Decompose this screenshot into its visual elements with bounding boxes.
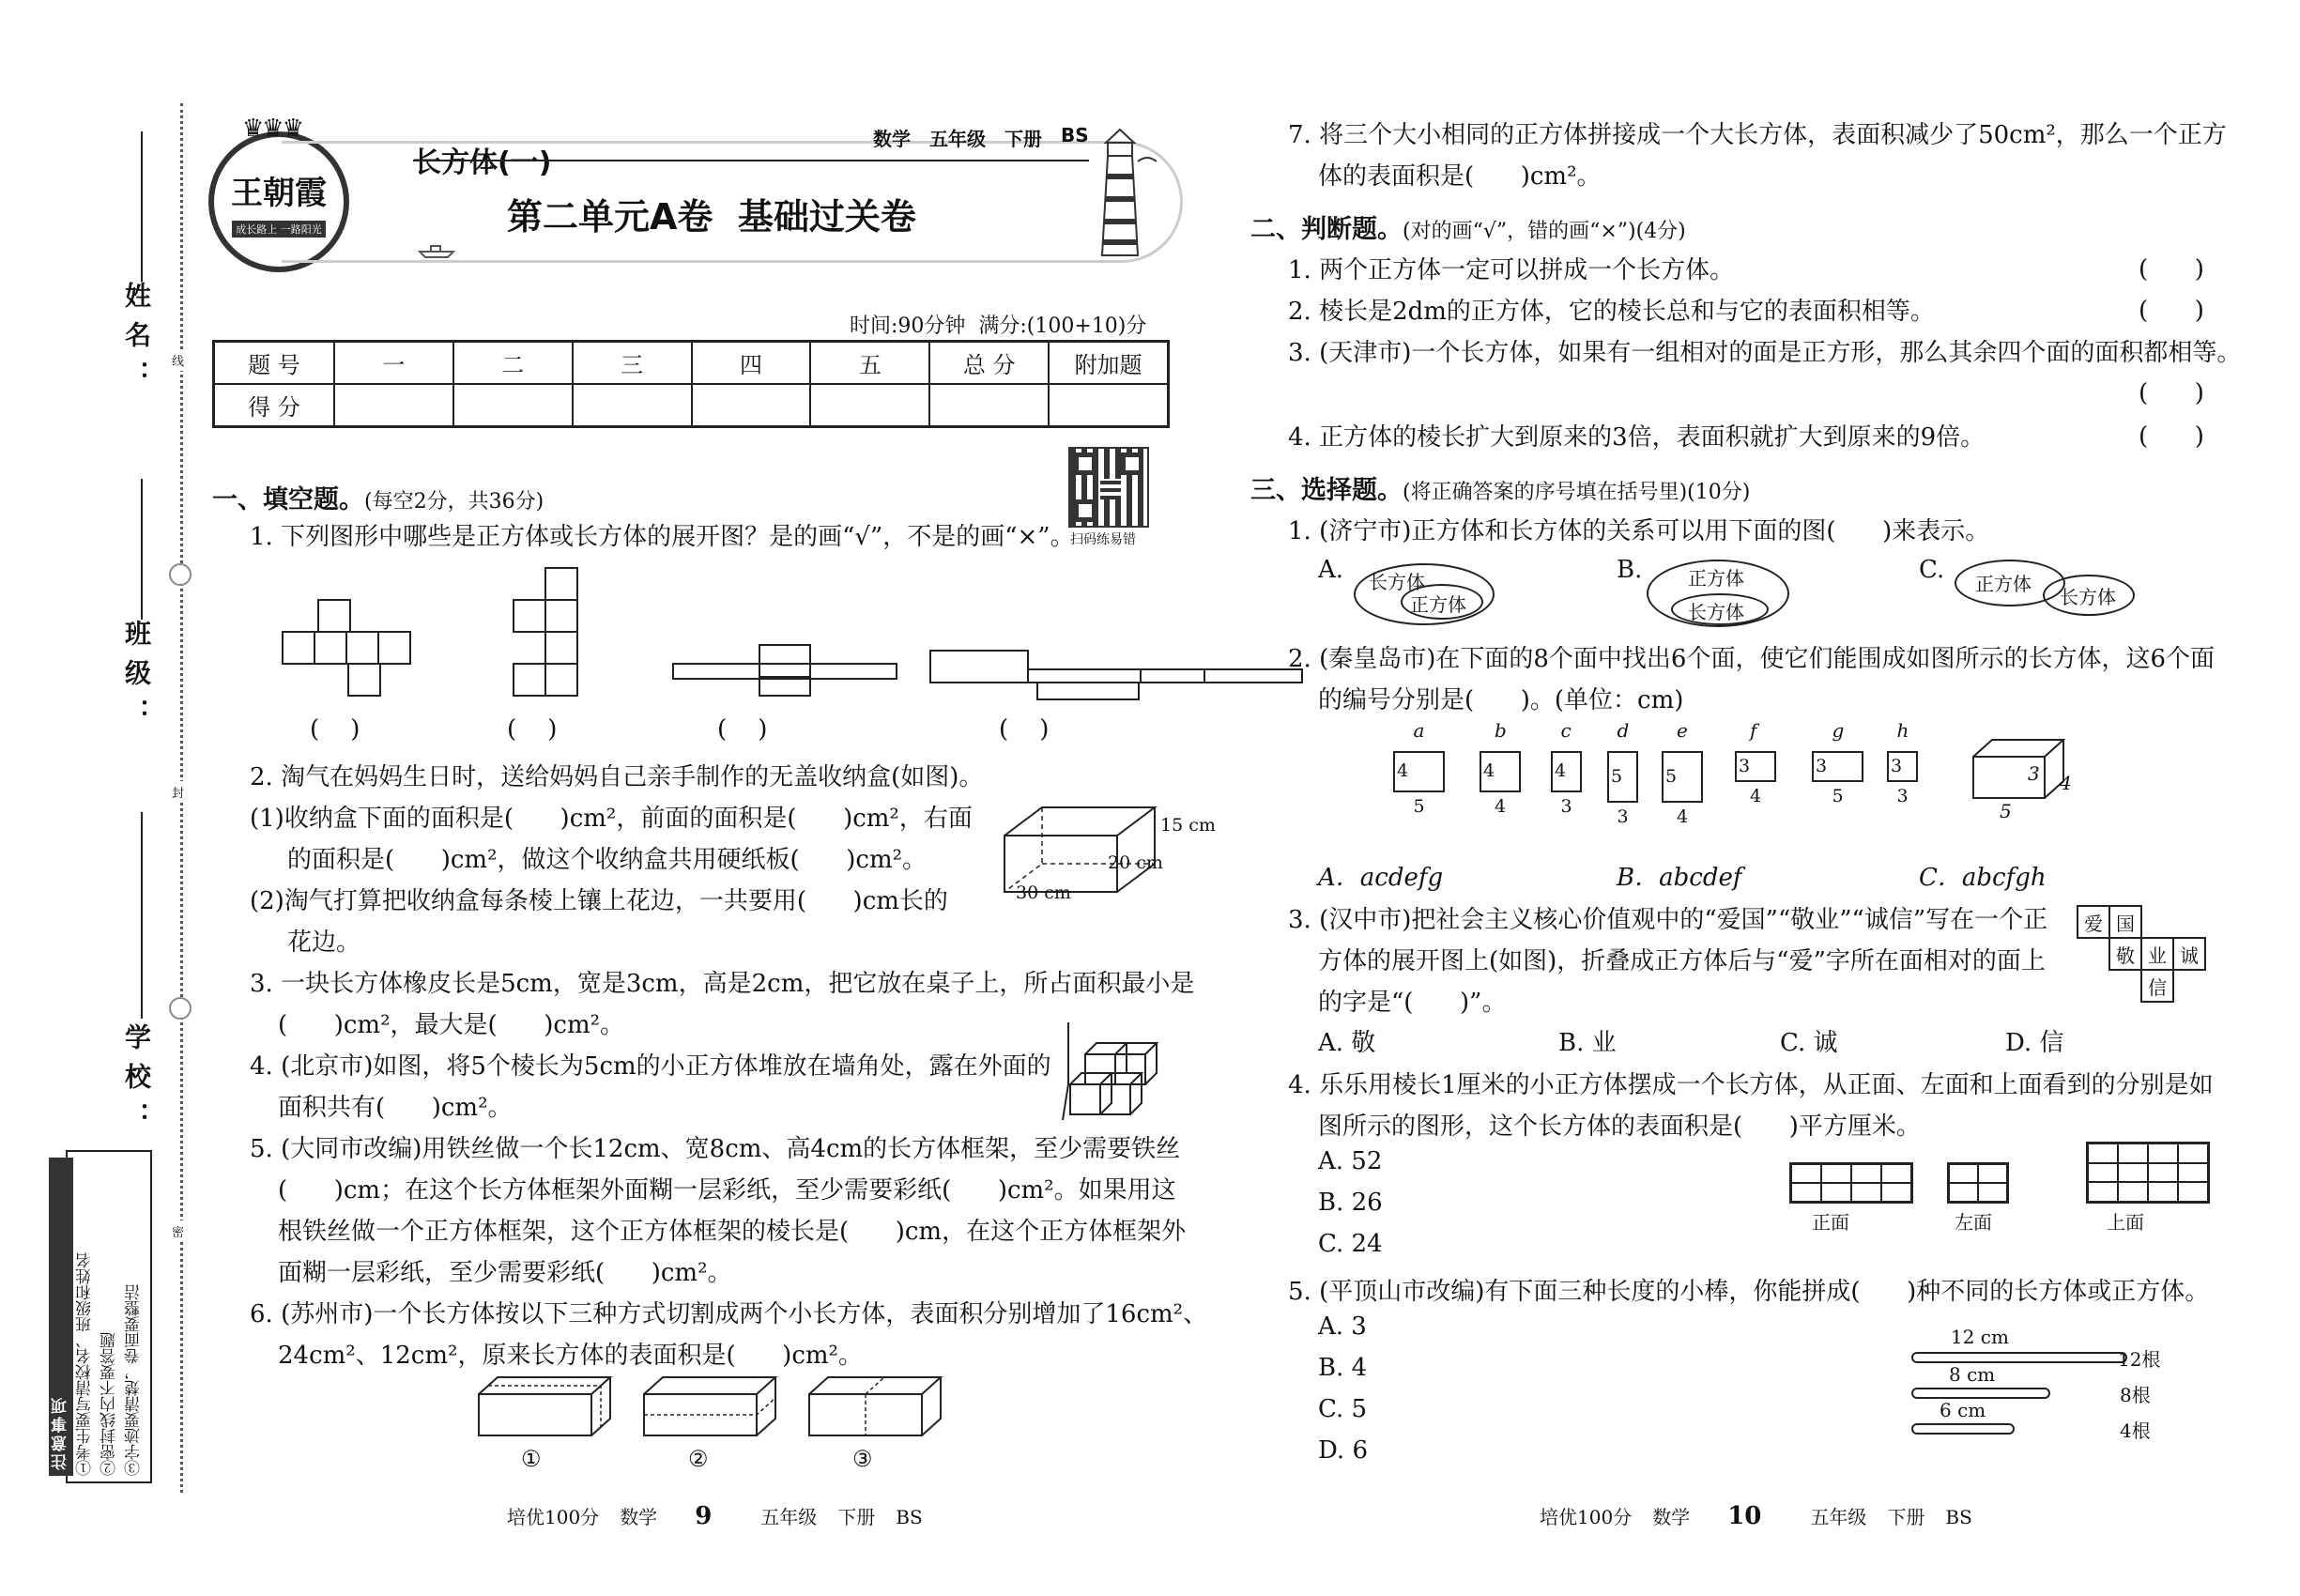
left-view — [1947, 1162, 2009, 1204]
question-3b: ( )cm²，最大是( )cm²。 — [278, 1011, 625, 1039]
footer-grade: 五年级 — [1810, 1506, 1867, 1528]
face-letter: b — [1495, 719, 1507, 742]
net-cell: 敬 — [2108, 937, 2142, 971]
judge-paren[interactable]: ( ) — [2139, 297, 2204, 325]
choice-4a: 4. 乐乐用棱长1厘米的小正方体摆成一个长方体，从正面、左面和上面看到的分别是如 — [1288, 1071, 2214, 1099]
net-cell: 国 — [2108, 905, 2142, 939]
score-cell[interactable] — [692, 384, 811, 426]
footer-edition: BS — [896, 1506, 923, 1528]
score-header: 二 — [453, 342, 573, 384]
judge-2: 2. 棱长是2dm的正方体，它的棱长总和与它的表面积相等。 — [1288, 298, 1935, 326]
choice-3a: 3. (汉中市)把社会主义核心价值观中的“爱国”“敬业”“诚信”写在一个正 — [1288, 906, 2048, 934]
lighthouse-icon — [1080, 124, 1164, 265]
net-cell: 爱 — [2077, 905, 2110, 939]
school-label: 学校： — [121, 1023, 152, 1142]
net-cell: 业 — [2140, 937, 2174, 971]
question-2-2a: (2)淘气打算把收纳盒每条棱上镶上花边，一共要用( )cm长的 — [250, 887, 948, 915]
question-5a: 5. (大同市改编)用铁丝做一个长12cm、宽8cm、高4cm的长方体框架，至少需要铁丝 — [250, 1135, 1181, 1163]
question-6b: 24cm²、12cm²，原来长方体的表面积是( )cm²。 — [278, 1342, 863, 1370]
view-label: 左面 — [1955, 1211, 1992, 1234]
cut-mark: 线 — [172, 349, 184, 371]
option-a[interactable]: A. 52 — [1318, 1147, 1383, 1175]
box-dim-height: 15 cm — [1160, 815, 1216, 836]
face-side: 3 — [1739, 755, 1751, 776]
question-7b: 体的表面积是( )cm²。 — [1318, 162, 1602, 191]
option-b[interactable]: B．abcdef — [1617, 864, 1742, 892]
face-bottom: 5 — [1413, 796, 1425, 817]
section1-title: 一、填空题。 — [212, 485, 364, 514]
face-bottom: 3 — [1560, 796, 1572, 817]
stick-length: 8 cm — [1949, 1363, 1996, 1386]
footer-term: 下册 — [837, 1506, 876, 1528]
face-side: 5 — [1665, 765, 1678, 787]
choice-4b: 图所示的图形，这个长方体的表面积是( )平方厘米。 — [1318, 1113, 1921, 1141]
option-a[interactable]: A. 敬 — [1318, 1029, 1376, 1057]
option-b[interactable]: B. 26 — [1318, 1189, 1383, 1217]
ship-icon — [418, 242, 455, 259]
score-header: 一 — [334, 342, 453, 384]
meta-term: 下册 — [1004, 128, 1042, 150]
option-d[interactable]: D. 6 — [1318, 1436, 1368, 1465]
notice-box — [52, 1150, 152, 1483]
option-c[interactable]: C. 诚 — [1780, 1029, 1838, 1057]
face-bottom: 4 — [1677, 806, 1689, 827]
footer-page-number: 10 — [1727, 1502, 1762, 1530]
judge-paren[interactable]: ( ) — [2139, 422, 2204, 451]
footer-term: 下册 — [1887, 1506, 1925, 1528]
footer-right — [1540, 1502, 1972, 1530]
cuboid-dim: 3 — [2028, 762, 2040, 785]
face-side: 3 — [1891, 755, 1903, 776]
venn-b-outer-label: 正方体 — [1688, 567, 1744, 590]
option-c[interactable]: C. 24 — [1318, 1230, 1383, 1258]
face-letter: a — [1413, 719, 1425, 742]
box-dim-length: 30 cm — [1016, 882, 1071, 903]
question-2-2b: 花边。 — [287, 928, 361, 957]
judge-1: 1. 两个正方体一定可以拼成一个长方体。 — [1288, 256, 1735, 284]
face-side: 4 — [1397, 760, 1409, 781]
section2-note: (对的画“√”，错的画“×”)(4分) — [1403, 220, 1686, 243]
footer-book: 培优100分 — [507, 1506, 600, 1528]
stick-count: 4根 — [2120, 1420, 2151, 1442]
judge-4: 4. 正方体的棱长扩大到原来的3倍，表面积就扩大到原来的9倍。 — [1288, 423, 1986, 452]
venn-a-outer-label: 长方体 — [1369, 571, 1425, 593]
notice-title-v: 注意事项 — [49, 1158, 73, 1476]
score-header: 四 — [692, 342, 811, 384]
view-label: 正面 — [1812, 1211, 1849, 1234]
choice-5: 5. (平顶山市改编)有下面三种长度的小棒，你能拼成( )种不同的长方体或正方体。 — [1288, 1278, 2210, 1306]
stick-count: 8根 — [2120, 1384, 2151, 1406]
net-cell: 信 — [2140, 969, 2174, 1003]
section1-heading — [212, 479, 544, 515]
question-4a: 4. (北京市)如图，将5个棱长为5cm的小正方体堆放在墙角处，露在外面的 — [250, 1052, 1051, 1081]
stick — [1911, 1352, 2127, 1363]
question-5b: ( )cm；在这个长方体框架外面糊一层彩纸，至少需要彩纸( )cm²。如果用这 — [278, 1176, 1176, 1205]
cut-mark: 密 — [172, 1220, 184, 1242]
score-cell[interactable] — [1049, 384, 1168, 426]
option-a[interactable]: A．acdefg — [1318, 864, 1444, 892]
venn-a-inner-label: 正方体 — [1410, 593, 1466, 616]
front-view — [1789, 1162, 1913, 1204]
footer-edition: BS — [1945, 1506, 1972, 1528]
question-2-1b: 的面积是( )cm²，做这个收纳盒共用硬纸板( )cm²。 — [287, 846, 928, 874]
notice-item: ①考生要写清校名、班级和姓名 — [76, 1252, 95, 1476]
stacked-cubes-figure — [1059, 1019, 1181, 1122]
face-bottom: 3 — [1896, 786, 1909, 806]
face-letter: g — [1832, 719, 1845, 742]
question-5d: 面糊一层彩纸，至少需要彩纸( )cm²。 — [278, 1259, 732, 1287]
section3-heading — [1250, 469, 1750, 506]
question-5c: 根铁丝做一个正方体框架，这个正方体框架的棱长是( )cm，在这个正方体框架外 — [278, 1218, 1187, 1246]
judge-3: 3. (天津市)一个长方体，如果有一组相对的面是正方形，那么其余四个面的面积都相等。 — [1288, 339, 2242, 367]
cut-label: ① — [521, 1446, 542, 1472]
notice-item: ②密封线内不要答题 — [100, 1332, 119, 1476]
judge-paren[interactable]: ( ) — [2139, 379, 2204, 407]
choice-2a: 2. (秦皇岛市)在下面的8个面中找出6个面，使它们能围成如图所示的长方体，这6个面 — [1288, 645, 2215, 673]
score-header: 题 号 — [214, 342, 334, 384]
option-c[interactable]: C. — [1919, 556, 1945, 584]
venn-b-inner-label: 长方体 — [1688, 601, 1744, 623]
question-6a: 6. (苏州市)一个长方体按以下三种方式切割成两个小长方体，表面积分别增加了16cm²、 — [250, 1300, 1208, 1328]
score-cell[interactable] — [810, 384, 929, 426]
meta-subject: 数学 — [873, 128, 911, 150]
cut-mark: 封 — [172, 781, 184, 803]
meta-row — [873, 124, 1089, 151]
footer-subject: 数学 — [620, 1506, 658, 1528]
cuboid-dim: 5 — [2000, 800, 2012, 822]
question-7a: 7. 将三个大小相同的正方体拼接成一个大长方体，表面积减少了50cm²，那么一个正方 — [1288, 121, 2227, 149]
notice-items — [45, 1152, 150, 1481]
score-cell[interactable] — [334, 384, 453, 426]
option-b[interactable]: B. 业 — [1558, 1029, 1617, 1057]
section1-note: (每空2分，共36分) — [364, 490, 544, 514]
class-label: 班级： — [121, 620, 152, 738]
stick-count: 12根 — [2118, 1348, 2161, 1371]
stick — [1911, 1423, 2015, 1435]
top-view — [2086, 1142, 2210, 1204]
score-header: 总 分 — [929, 342, 1049, 384]
score-cell[interactable] — [573, 384, 692, 426]
topic-label: 长方体(一) — [413, 146, 552, 179]
score-header: 附加题 — [1049, 342, 1168, 384]
question-2-1a: (1)收纳盒下面的面积是( )cm²，前面的面积是( )cm²，右面 — [250, 805, 973, 833]
cut-cuboids-figure — [477, 1375, 946, 1441]
face-letter: f — [1750, 719, 1757, 742]
stick — [1911, 1388, 2050, 1399]
face-bottom: 4 — [1495, 796, 1507, 817]
option-d[interactable]: D. 信 — [2005, 1029, 2064, 1057]
face-letter: d — [1617, 719, 1630, 742]
section3-title: 三、选择题。 — [1250, 476, 1403, 505]
face-bottom: 5 — [1832, 786, 1844, 806]
section2-title: 二、判断题。 — [1250, 215, 1403, 244]
qr-caption: 扫码练易错 — [1070, 532, 1136, 547]
face-side: 4 — [1483, 760, 1495, 781]
circle-mark — [169, 997, 192, 1020]
footer-grade: 五年级 — [760, 1506, 818, 1528]
cut-label: ③ — [852, 1446, 873, 1472]
meta-edition: BS — [1061, 124, 1089, 146]
option-c[interactable]: C．abcfgh — [1919, 864, 2047, 892]
choice-2b: 的编号分别是( )。(单位：cm) — [1318, 686, 1684, 714]
logo-brand: 王朝霞 — [231, 174, 327, 212]
meta-grade: 五年级 — [929, 128, 986, 150]
footer-page-number: 9 — [695, 1502, 713, 1530]
face-bottom: 4 — [1750, 786, 1762, 806]
crown-icon: ♛♛♛ — [242, 115, 302, 143]
answer-paren[interactable]: ( ) — [717, 715, 768, 744]
judge-paren[interactable]: ( ) — [2139, 255, 2204, 284]
net-cell: 诚 — [2172, 937, 2206, 971]
question-4b: 面积共有( )cm²。 — [278, 1094, 513, 1122]
option-b[interactable]: B. 4 — [1318, 1354, 1368, 1382]
venn-c-left-label: 正方体 — [1975, 573, 2032, 595]
circle-mark — [169, 563, 192, 586]
question-2: 2. 淘气在妈妈生日时，送给妈妈自己亲手制作的无盖收纳盒(如图)。 — [250, 763, 984, 791]
face-letter: c — [1560, 719, 1572, 742]
score-cell[interactable] — [929, 384, 1049, 426]
score-cell[interactable] — [453, 384, 573, 426]
face-letter: e — [1677, 719, 1688, 742]
choice-1: 1. (济宁市)正方体和长方体的关系可以用下面的图( )来表示。 — [1288, 517, 1990, 545]
face-bottom: 3 — [1617, 806, 1629, 827]
option-c[interactable]: C. 5 — [1318, 1395, 1368, 1423]
option-a[interactable]: A. 3 — [1318, 1312, 1367, 1341]
score-table — [212, 340, 1170, 428]
stick-length: 6 cm — [1940, 1399, 1986, 1421]
time-info: 时间:90分钟 满分:(100+10)分 — [850, 315, 1147, 338]
choice-3b: 方体的展开图上(如图)，折叠成正方体后与“爱”字所在面相对的面上 — [1318, 947, 2046, 975]
section2-heading — [1250, 208, 1686, 245]
option-b[interactable]: B. — [1617, 556, 1643, 584]
answer-paren[interactable]: ( ) — [310, 715, 360, 744]
face-side: 4 — [1555, 760, 1567, 781]
section3-note: (将正确答案的序号填在括号里)(10分) — [1403, 481, 1751, 504]
choice-3c: 的字是“( )”。 — [1318, 989, 1507, 1017]
score-header: 三 — [573, 342, 692, 384]
answer-paren[interactable]: ( ) — [507, 715, 558, 744]
meta-underline — [413, 160, 1089, 161]
score-row-label: 得 分 — [214, 384, 334, 426]
venn-c-right-label: 长方体 — [2060, 586, 2116, 608]
cut-label: ② — [688, 1446, 709, 1472]
qr-code[interactable] — [1068, 447, 1149, 528]
cuboid-dim: 4 — [2060, 772, 2072, 794]
face-letter: h — [1896, 719, 1909, 742]
stick-length: 12 cm — [1951, 1326, 2009, 1348]
answer-paren[interactable]: ( ) — [999, 715, 1050, 744]
view-label: 上面 — [2107, 1211, 2144, 1234]
page-title: 第二单元A卷 基础过关卷 — [507, 196, 916, 238]
footer-book: 培优100分 — [1540, 1506, 1633, 1528]
question-3a: 3. 一块长方体橡皮长是5cm，宽是3cm，高是2cm，把它放在桌子上，所占面积最小是 — [250, 970, 1195, 998]
logo-slogan: 成长路上 一路阳光 — [232, 221, 326, 238]
score-header: 五 — [810, 342, 929, 384]
question-1: 1. 下列图形中哪些是正方体或长方体的展开图？是的画“√”，不是的画“×”。 — [250, 523, 1075, 551]
option-a[interactable]: A. — [1318, 556, 1344, 584]
box-dim-width: 20 cm — [1108, 852, 1163, 873]
footer-left — [507, 1502, 923, 1530]
name-label: 姓名： — [121, 282, 152, 400]
notice-item: ③字迹要清楚，卷面要整洁 — [125, 1284, 144, 1476]
face-side: 5 — [1611, 765, 1623, 787]
footer-subject: 数学 — [1652, 1506, 1691, 1528]
face-side: 3 — [1816, 755, 1828, 776]
